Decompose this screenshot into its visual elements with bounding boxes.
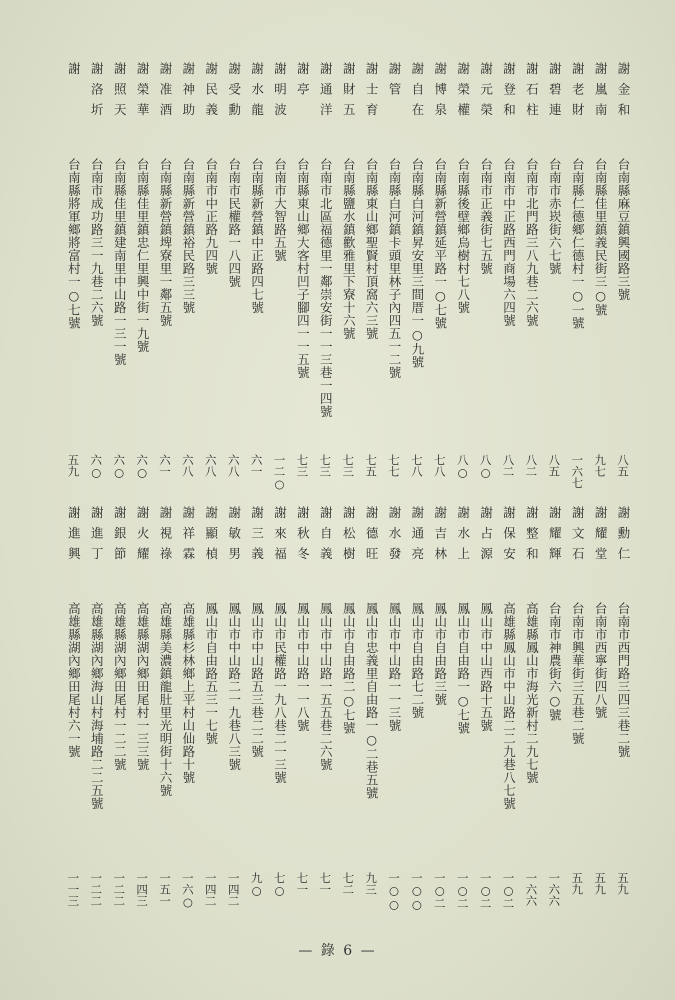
entry-page: 七○ — [272, 872, 287, 898]
entry-page: 一二二 — [112, 872, 127, 907]
entry-name: 謝登和 — [501, 62, 517, 124]
entry-address: 鳳山市中山路一五五巷二六號 — [318, 602, 334, 771]
entry-page: 七三 — [318, 454, 333, 477]
directory-entry — [566, 506, 588, 926]
entry-name: 謝老財 — [570, 62, 586, 124]
entry-page: 六○ — [112, 454, 127, 480]
entry-page: 七三 — [341, 454, 356, 477]
directory-entry — [291, 506, 313, 926]
entry-address: 台南縣東山鄉聖賢村頂窩六三號 — [364, 158, 380, 340]
entry-page: 一六六 — [524, 872, 539, 907]
entry-name: 謝敏男 — [226, 506, 242, 568]
entry-page: 七三 — [295, 454, 310, 477]
entry-page: 一○○ — [387, 872, 401, 912]
entry-address: 鳳山市中山路五三巷二二號 — [249, 602, 265, 758]
directory-entry — [108, 62, 130, 480]
entry-page: 一○二 — [455, 872, 470, 909]
entry-address: 台南市北門路三八九巷二六號 — [524, 158, 540, 327]
entry-name: 謝自在 — [409, 62, 425, 124]
entry-address: 台南縣佳里鎮忠仁里興中街一九號 — [135, 158, 151, 353]
page-footer: — 錄 6 — — [298, 943, 377, 959]
entry-name: 謝明波 — [272, 62, 288, 124]
entry-address: 鳳山市中山西路十五號 — [478, 602, 494, 732]
directory-entry — [246, 506, 268, 926]
entry-page: 一六七 — [570, 454, 585, 489]
entry-name: 謝火耀 — [135, 506, 151, 568]
directory-entry — [223, 506, 245, 926]
entry-page: 一○二 — [501, 872, 516, 909]
directory-entry — [131, 62, 153, 480]
entry-address: 高雄縣湖內鄉田尾村一三三號 — [135, 602, 151, 771]
entry-name: 謝民義 — [203, 62, 219, 124]
entry-name: 謝耀堂 — [593, 506, 609, 568]
entry-name: 謝進興 — [66, 506, 82, 568]
entry-address: 台南市北區福德里一鄰崇安街一一三巷一四號 — [318, 158, 334, 418]
entry-name: 謝三義 — [249, 506, 265, 568]
entry-page: 八二 — [501, 454, 516, 477]
entry-page: 七一 — [318, 872, 333, 895]
directory-entry — [62, 62, 84, 477]
directory-entry — [246, 62, 268, 477]
entry-name: 謝洛圻 — [89, 62, 105, 124]
entry-name: 謝水發 — [387, 506, 402, 568]
entry-page: 一○二 — [432, 872, 447, 909]
entry-address: 台南市大智路五號 — [272, 158, 288, 262]
entry-address: 鳳山市自由路一○七號 — [455, 602, 471, 735]
entry-page: 六○ — [135, 454, 150, 480]
entry-address: 鳳山市自由路二○七號 — [341, 602, 357, 735]
entry-name: 謝保安 — [501, 506, 517, 568]
entry-name: 謝管 — [387, 62, 402, 103]
directory-entry — [200, 506, 222, 926]
entry-page: 八五 — [547, 454, 562, 477]
directory-entry — [429, 506, 451, 926]
directory-entry — [475, 62, 497, 480]
directory-entry — [177, 506, 199, 926]
entry-name: 謝水龍 — [249, 62, 265, 124]
entry-address: 鳳山市民權路一九八巷二一三號 — [272, 602, 288, 784]
entry-address: 台南市赤崁街六七號 — [547, 158, 563, 275]
entry-address: 高雄縣美濃鎮龍肚里光明街十六號 — [158, 602, 173, 797]
entry-page: 一○○ — [409, 872, 424, 912]
entry-name: 謝吉林 — [432, 506, 448, 568]
directory-entry — [475, 506, 497, 926]
entry-address: 台南縣新營鎮延平路一○七號 — [432, 158, 448, 330]
entry-address: 台南市西門路三四三巷二號 — [616, 602, 631, 758]
entry-name: 謝照天 — [112, 62, 128, 124]
entry-page: 五九 — [66, 454, 81, 477]
entry-page: 七一 — [295, 872, 310, 895]
entry-page: 一二○ — [272, 454, 287, 491]
entry-page: 一○二 — [478, 872, 493, 909]
entry-page: 一一三 — [66, 872, 81, 907]
directory-entry — [589, 506, 611, 926]
entry-name: 謝石柱 — [524, 62, 540, 124]
directory-entry — [543, 62, 565, 477]
entry-address: 鳳山市自由路五三一七號 — [203, 602, 219, 745]
entry-name: 謝准酒 — [158, 62, 173, 124]
entry-address: 台南市中正路九四號 — [203, 158, 219, 275]
directory-entry — [314, 506, 336, 926]
entry-page: 一二二 — [89, 872, 104, 907]
entry-page: 六一 — [158, 454, 172, 477]
directory-entry — [566, 62, 588, 489]
entry-address: 台南縣鹽水鎮歡雅里下寮十六號 — [341, 158, 357, 340]
directory-entry — [383, 506, 405, 926]
directory-entry — [406, 506, 428, 926]
entry-address: 台南市正義街七五號 — [478, 158, 494, 275]
entry-name: 謝德旺 — [364, 506, 380, 568]
entry-address: 高雄縣湖內鄉田尾村一二二號 — [112, 602, 128, 771]
directory-entry — [223, 62, 245, 477]
entry-address: 台南市西寧街四八號 — [593, 602, 609, 719]
directory-entry — [520, 62, 542, 477]
directory-entry — [520, 506, 542, 926]
entry-page: 五九 — [593, 872, 608, 895]
entry-page: 九七 — [593, 454, 608, 477]
entry-name: 謝通亮 — [409, 506, 425, 568]
entry-page: 一六六 — [547, 872, 562, 907]
entry-address: 台南縣仁德鄉仁德村一○一號 — [570, 158, 586, 330]
entry-page: 一四二 — [203, 872, 218, 907]
entry-address: 台南市民權路一八四號 — [226, 158, 242, 288]
entry-name: 謝銀節 — [112, 506, 128, 568]
entry-page: 六一 — [249, 454, 264, 477]
entry-name: 謝嵐南 — [593, 62, 609, 124]
entry-address: 高雄縣杉林鄉上平村山仙路十號 — [180, 602, 196, 784]
entry-name: 謝水上 — [455, 506, 471, 568]
entry-address: 台南縣佳里鎮義民街三○號 — [593, 158, 609, 317]
entry-address: 台南市中正路西門商場六四號 — [501, 158, 517, 327]
directory-entry — [314, 62, 336, 477]
entry-name: 謝博泉 — [432, 62, 448, 124]
entry-address: 台南縣新營鎮裕民路三三號 — [180, 158, 196, 314]
entry-page: 七二 — [341, 872, 356, 895]
entry-address: 鳳山市忠義里自由路一○二巷五號 — [364, 602, 380, 800]
entry-page: 八○ — [455, 454, 470, 480]
entry-name: 謝通洋 — [318, 62, 334, 124]
directory-entry — [383, 62, 405, 477]
entry-address: 鳳山市自由路七二號 — [409, 602, 425, 719]
directory-entry — [154, 62, 176, 477]
directory-entry — [589, 62, 611, 477]
directory-entry — [452, 506, 474, 926]
entry-name: 謝占源 — [478, 506, 494, 568]
entry-address: 台南縣白河鎮昇安里三間厝一○九號 — [409, 158, 425, 369]
entry-address: 高雄縣湖內鄉田尾村六一號 — [66, 602, 82, 758]
entry-name: 謝 — [66, 62, 82, 83]
entry-address: 台南縣佳里鎮建南里中山路一三一號 — [112, 158, 128, 366]
directory-entry — [498, 506, 520, 926]
entry-page: 七八 — [409, 454, 424, 477]
entry-address: 台南縣麻豆鎮興國路三號 — [616, 158, 631, 301]
entry-address: 鳳山市中山路一一三號 — [387, 602, 402, 732]
directory-entry — [429, 62, 451, 477]
entry-address: 高雄縣湖內鄉海山村海埔路二二五號 — [89, 602, 105, 810]
entry-page: 七八 — [432, 454, 447, 477]
directory-entry — [85, 62, 107, 480]
entry-address: 台南縣後壁鄉烏樹村七八號 — [455, 158, 471, 314]
directory-entry — [200, 62, 222, 477]
entry-name: 謝祥霖 — [180, 506, 196, 568]
entry-name: 謝元榮 — [478, 62, 494, 124]
entry-name: 謝視祿 — [158, 506, 173, 568]
entry-page: 一四二 — [226, 872, 241, 907]
entry-name: 謝顯楨 — [203, 506, 219, 568]
entry-address: 鳳山市自由路三號 — [432, 602, 448, 706]
entry-page: 八五 — [616, 454, 630, 477]
entry-page: 六八 — [203, 454, 218, 477]
entry-address: 台南縣白河鎮卡頭里林子內四五一二號 — [387, 158, 402, 379]
entry-page: 六八 — [180, 454, 195, 477]
directory-entry — [177, 62, 199, 477]
directory-entry — [269, 506, 291, 926]
entry-name: 謝碧連 — [547, 62, 563, 124]
entry-name: 謝榮華 — [135, 62, 151, 124]
entry-name: 謝自義 — [318, 506, 334, 568]
directory-entry — [131, 506, 153, 926]
entry-page: 六○ — [89, 454, 104, 480]
entry-name: 謝耀輝 — [547, 506, 563, 568]
entry-address: 高雄縣鳳山市中山路二二九巷八七號 — [501, 602, 517, 810]
entry-page: 五九 — [570, 872, 585, 895]
directory-entry — [85, 506, 107, 926]
entry-name: 謝神助 — [180, 62, 196, 124]
directory-entry — [360, 506, 382, 926]
entry-address: 鳳山市中山路二一九巷八三號 — [226, 602, 242, 771]
directory-entry — [406, 62, 428, 477]
directory-entry — [62, 506, 84, 926]
entry-page: 九三 — [364, 872, 379, 895]
entry-page: 一五一 — [158, 872, 172, 907]
directory-entry — [291, 62, 313, 477]
entry-page: 一四三 — [135, 872, 150, 907]
entry-page: 五九 — [616, 872, 630, 895]
entry-name: 謝松樹 — [341, 506, 357, 568]
entry-page: 一六○ — [180, 872, 195, 909]
entry-address: 高雄縣鳳山市海光新村二九七號 — [524, 602, 540, 784]
entry-address: 台南縣新營鎮埤寮里一鄰五號 — [158, 158, 173, 327]
entry-page: 七五 — [364, 454, 379, 477]
entry-name: 謝財五 — [341, 62, 357, 124]
entry-name: 謝亭 — [295, 62, 311, 103]
entry-name: 謝榮權 — [455, 62, 471, 124]
entry-name: 謝受勳 — [226, 62, 242, 124]
directory-entry — [612, 62, 634, 477]
entry-name: 謝金和 — [616, 62, 631, 124]
entry-page: 八○ — [478, 454, 493, 480]
entry-address: 台南市成功路三一九巷二六號 — [89, 158, 105, 327]
entry-name: 謝士育 — [364, 62, 380, 124]
entry-address: 台南縣將軍鄉將富村一○七號 — [66, 158, 82, 330]
directory-entry — [498, 62, 520, 477]
entry-address: 台南縣新營鎮中正路四七號 — [249, 158, 265, 314]
directory-entry — [337, 506, 359, 926]
directory-entry — [337, 62, 359, 477]
directory-entry — [452, 62, 474, 480]
entry-page: 六八 — [226, 454, 241, 477]
directory-entry — [612, 506, 634, 926]
entry-address: 台南縣東山鄉大客村凹子腳四一一五號 — [295, 158, 311, 379]
entry-page: 八二 — [524, 454, 539, 477]
entry-name: 謝整和 — [524, 506, 540, 568]
entry-address: 鳳山市中山路一一八號 — [295, 602, 311, 732]
entry-page: 七七 — [387, 454, 401, 477]
entry-page: 九○ — [249, 872, 264, 898]
directory-entry — [269, 62, 291, 491]
directory-entry — [543, 506, 565, 926]
entry-name: 謝文石 — [570, 506, 586, 568]
entry-name: 謝進丁 — [89, 506, 105, 568]
entry-address: 台南市神農街六○號 — [547, 602, 563, 722]
entry-name: 謝來福 — [272, 506, 288, 568]
entry-name: 謝秋冬 — [295, 506, 311, 568]
directory-entry — [108, 506, 130, 926]
directory-entry — [154, 506, 176, 926]
entry-address: 台南市興華街三五巷二號 — [570, 602, 586, 745]
directory-entry — [360, 62, 382, 477]
entry-name: 謝勳仁 — [616, 506, 631, 568]
